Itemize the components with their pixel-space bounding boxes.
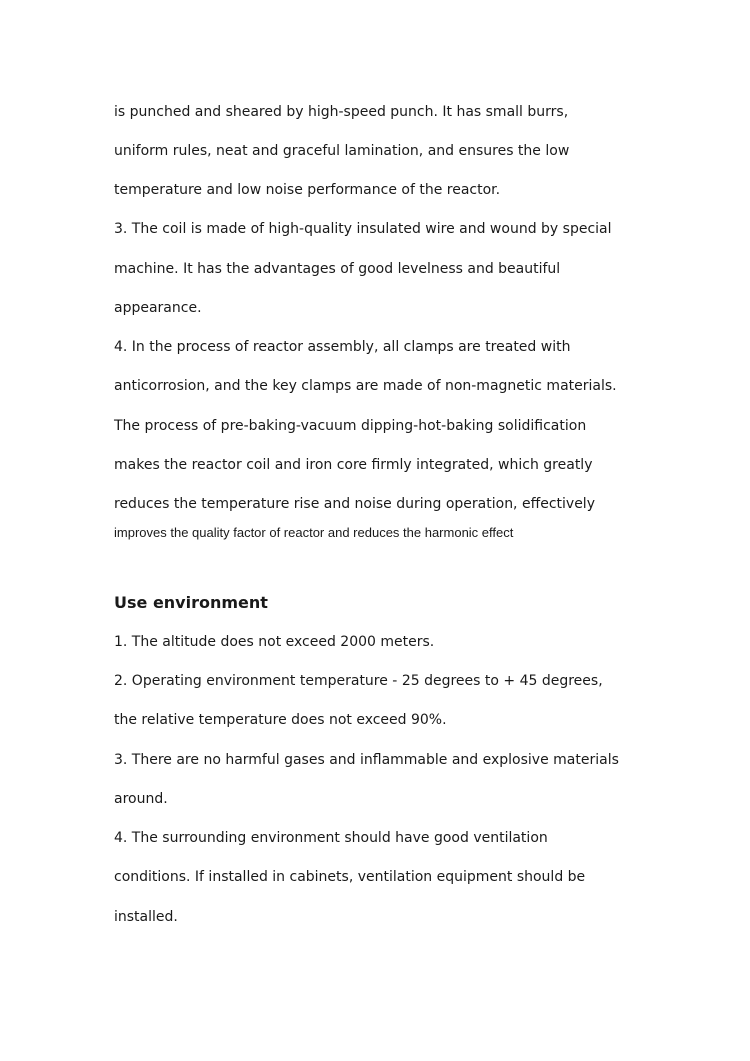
list-item: installed. xyxy=(114,909,178,925)
text-line: makes the reactor coil and iron core firmly integrated, which greatly xyxy=(114,457,593,473)
text-line: 4. In the process of reactor assembly, all clamps are treated with xyxy=(114,339,571,355)
text-line: improves the quality factor of reactor and reduces the harmonic effect xyxy=(114,525,514,540)
text-line: reduces the temperature rise and noise during operation, effectively xyxy=(114,496,595,512)
text-line: is punched and sheared by high-speed punch. It has small burrs, xyxy=(114,104,569,120)
list-item: 4. The surrounding environment should have good ventilation xyxy=(114,830,548,846)
text-line: appearance. xyxy=(114,300,202,316)
list-item: 2. Operating environment temperature - 25 degrees to + 45 degrees, xyxy=(114,673,603,689)
text-line: machine. It has the advantages of good levelness and beautiful xyxy=(114,261,561,277)
text-line: uniform rules, neat and graceful lamination, and ensures the low xyxy=(114,143,570,159)
text-line: temperature and low noise performance of the reactor. xyxy=(114,182,501,198)
text-line: The process of pre-baking-vacuum dipping-hot-baking solidification xyxy=(114,418,587,434)
list-item: conditions. If installed in cabinets, ventilation equipment should be xyxy=(114,869,586,885)
text-line: 3. The coil is made of high-quality insulated wire and wound by special xyxy=(114,221,612,237)
section-heading: Use environment xyxy=(114,593,268,612)
list-item: 1. The altitude does not exceed 2000 meters. xyxy=(114,634,435,650)
text-line: anticorrosion, and the key clamps are made of non-magnetic materials. xyxy=(114,378,617,394)
list-item: 3. There are no harmful gases and inflammable and explosive materials xyxy=(114,752,619,768)
list-item: the relative temperature does not exceed 90%. xyxy=(114,712,447,728)
list-item: around. xyxy=(114,791,168,807)
